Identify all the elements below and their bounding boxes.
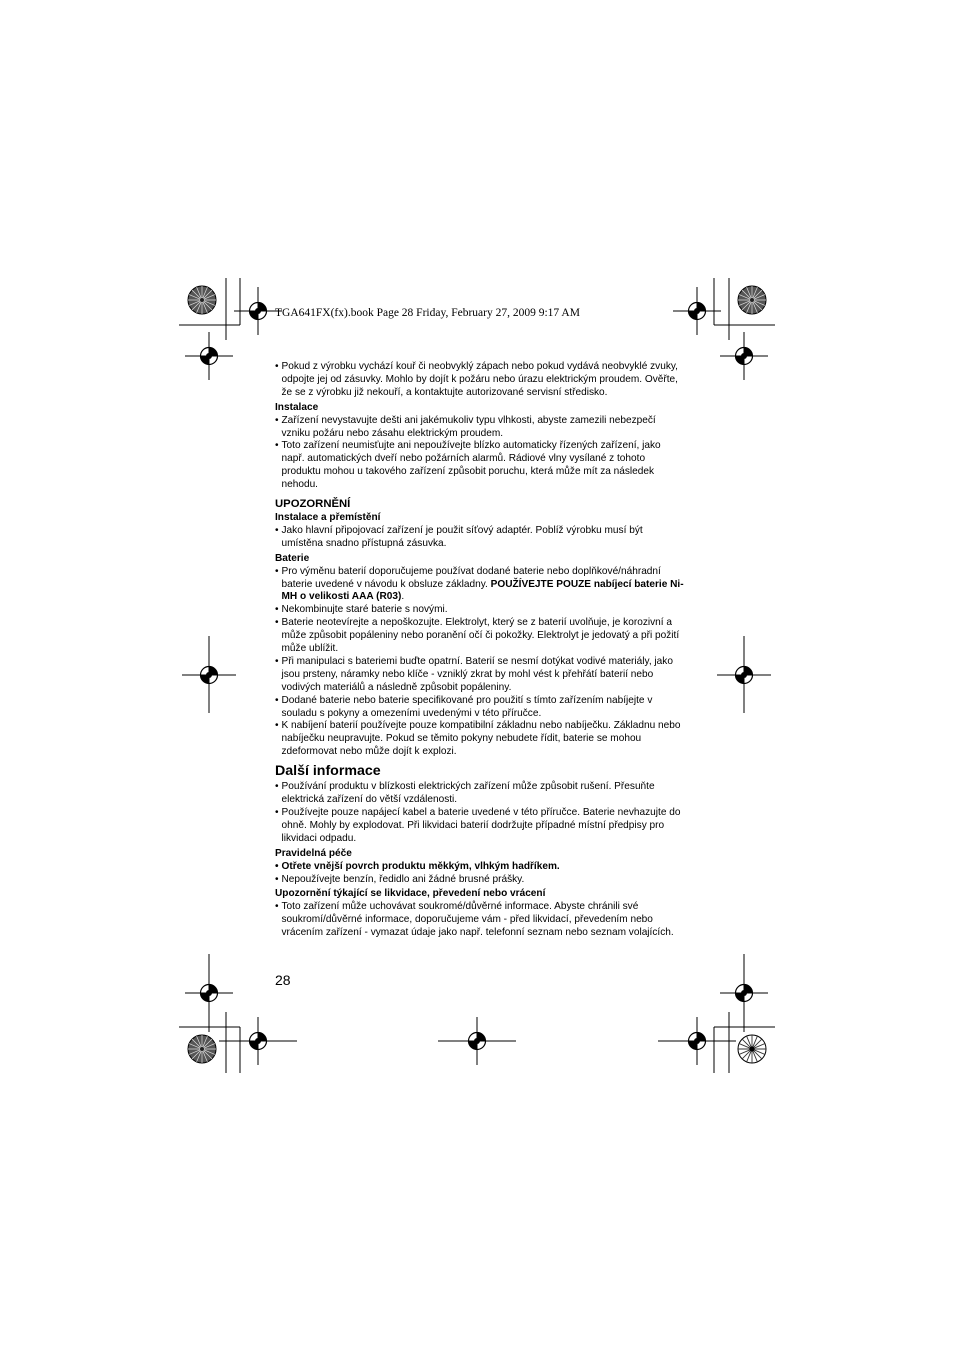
care-bullet-chemicals: • Nepoužívejte benzín, ředidlo ani žádné brusné prášky. (275, 874, 685, 887)
section-heading-dalsi-informace: Další informace (275, 763, 381, 780)
caution-bullet-charger: • K nabíjení baterií používejte pouze kompatibilní základnu nebo nabíječku. Základnu nebo nabíječku neupravujte. Pokud se těmito pokyny nebudete řídit, baterie se mohou zdeformovat nebo může dojít k explozi. (275, 720, 685, 759)
safety-bullet-smoke: • Pokud z výrobku vychází kouř či neobvyklý zápach nebo pokud vydává neobvyklé zvuky, odpojte jej od zásuvky. Mohlo by dojít k požáru nebo úrazu elektrickým proudem. Ověřte, že se z výrobku již nekouří, a kontaktujte autorizované servisní středisko. (275, 361, 685, 400)
caution-bullet-battery-replacement (275, 566, 685, 605)
caution-bullet-charging: • Dodané baterie nebo baterie specifikované pro použití s tímto zařízením nabíjejte v souladu s pokyny a omezeními uvedenými v této příručce. (275, 695, 685, 721)
caution-bullet-handling: • Při manipulaci s bateriemi buďte opatrní. Baterií se nesmí dotýkat vodivé materiály, jako jsou prsteny, náramky nebo klíče - vzniklý zkrat by mohl vést k přehřátí baterií nebo vodivých materiálů a následně způsobit popáleniny. (275, 656, 685, 695)
info-bullet-disposal: • Používejte pouze napájecí kabel a baterie uvedené v této příručce. Baterie nevhazujte do ohně. Mohly by explodovat. Při likvidaci baterií dodržujte případné místní předpisy pro likvidaci odpadu. (275, 807, 685, 846)
file-info-header: TGA641FX(fx).book Page 28 Friday, February 27, 2009 9:17 AM (275, 307, 580, 319)
page-number: 28 (275, 972, 291, 988)
safety-bullet-automatic-devices: • Toto zařízení neumisťujte ani nepoužívejte blízko automaticky řízených zařízení, jako např. automatických dveří nebo požárních alarmů. Rádiové vlny vysílané z tohoto produktu mohou u takového zařízení způsobit poruchu, která může mít za následek nehodu. (275, 440, 685, 492)
section-heading-upozorneni: UPOZORNĚNÍ (275, 498, 351, 511)
subheading-pravidelna-pece: Pravidelná péče (275, 847, 352, 859)
care-bullet-wipe: • Otřete vnější povrch produktu měkkým, vlhkým hadříkem. (275, 861, 685, 874)
battery-type-warning: POUŽÍVEJTE POUZE nabíjecí baterie Ni-MH o velikosti AAA (R03) (281, 578, 684, 603)
safety-bullet-moisture: • Zařízení nevystavujte dešti ani jakémukoliv typu vlhkosti, abyste zamezili nebezpečí vzniku požáru nebo zásahu elektrickým proudem. (275, 415, 685, 441)
disposal-bullet-privacy: • Toto zařízení může uchovávat soukromé/důvěrné informace. Abyste chránili své soukromí/důvěrné informace, doporučujeme vám - před likvidací, převedením nebo vrácením zařízení - vymazat údaje jako např. telefonní seznam nebo seznam volajících. (275, 901, 685, 940)
subheading-instalace: Instalace (275, 401, 319, 413)
caution-bullet-electrolyte: • Baterie neotevírejte a nepoškozujte. Elektrolyt, který se z baterií uvolňuje, je korozivní a může způsobit popáleniny nebo poranění očí či pokožky. Elektrolyt je jedovatý a při požití může ublížit. (275, 617, 685, 656)
caution-bullet-adapter: • Jako hlavní připojovací zařízení je použit síťový adaptér. Poblíž výrobku musí být umístěna snadno přístupná zásuvka. (275, 525, 685, 551)
subheading-baterie: Baterie (275, 552, 310, 564)
info-bullet-interference: • Používání produktu v blízkosti elektrických zařízení může způsobit rušení. Přesuňte elektrická zařízení do větší vzdálenosti. (275, 781, 685, 807)
battery-replacement-text: Pro výměnu baterií doporučujeme používat dodané baterie nebo doplňkové/náhradní baterie uvedené v návodu k obsluze základny. (281, 565, 661, 590)
battery-replacement-end: . (401, 591, 405, 603)
caution-bullet-mixing: • Nekombinujte staré baterie s novými. (275, 604, 685, 617)
subheading-likvidace: Upozornění týkající se likvidace, převedení nebo vrácení (275, 888, 546, 900)
subheading-instalace-premisteni: Instalace a přemístění (275, 511, 381, 523)
page-content (275, 361, 685, 940)
